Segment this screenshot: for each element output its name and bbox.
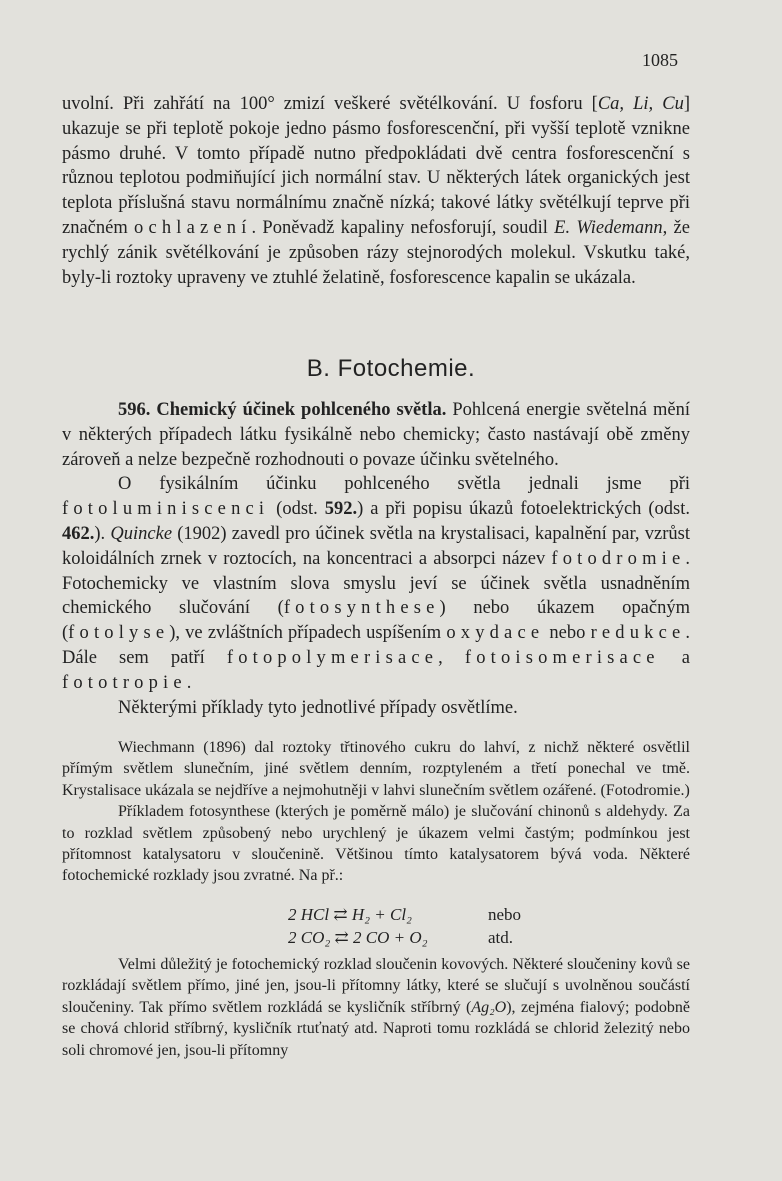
equation-2-note: atd. (488, 928, 514, 947)
section-heading: B. Fotochemie. (306, 355, 476, 382)
equation-1-formula: 2 HCl ⇄ H₂ + Cl₂ (288, 905, 412, 924)
wiechmann-paragraph: Wiechmann (1896) dal roztoky třtinového cukru do lahví, z nichž některé osvětlil přímým světlem slunečním, jiné světlem denním, rozptyleném a třetí ponechal ve tmě. Krystalisace ukázala se nejdříve a nejmohutněji v lahvi slunečním světlem ozářené. (Fotodromie.) (62, 739, 690, 799)
equation-1 (288, 905, 548, 927)
page-number: 1085 (642, 50, 678, 70)
small-text (62, 737, 690, 887)
photo-effects-paragraph: O fysikálním účinku pohlceného světla jednali jsme při fotoluminiscenci (odst. 592.) a při popisu úkazů fotoelektrických (odst. 462.). Quincke (1902) zavedl pro účinek světla na krystalisaci, kapalnění par, vzrůst koloidálních zrnek v roztocích, na koncentraci a absorpci název fotodromie. Fotochemicky ve vlastním slova smyslu jeví se účinek světla usnadněním chemického slučování (fotosynthese) nebo úkazem opačným (fotolyse), ve zvláštních případech uspíšením oxydace nebo redukce. Dále sem patří fotopolymerisace, fotoisomerisace a fototropie. (62, 474, 690, 693)
equation-2 (288, 928, 548, 950)
photosynthesis-paragraph: Příkladem fotosynthese (kterých je poměrně málo) je slučování chinonů s aldehydy. Za to rozklad světlem způsobený nebo urychlený je úkazem velmi častým; podmínkou jest přítomnost katalysatoru v sloučenině. Většinou tímto katalysatorem bývá voda. Některé fotochemické rozklady jsou zvratné. Na př.: (62, 803, 690, 885)
equation-2-formula: 2 CO₂ ⇄ 2 CO + O₂ (288, 928, 428, 947)
section-paragraph: 596. Chemický účinek pohlceného světla. Pohlcená energie světelná mění v některých případech látku fysikálně nebo chemicky; často nastávají obě změny zároveň a nelze bezpečně rozhodnouti o povaze účinku světelného. (62, 400, 690, 470)
intro-paragraph (62, 92, 690, 290)
metal-compounds-paragraph: Velmi důležitý je fotochemický rozklad sloučenin kovových. Některé sloučeniny kovů se rozkládají světlem přímo, jiné jen, jsou-li přítomny látky, které se slučují s uvolněnou součástí sloučeniny. Tak přímo světlem rozkládá se kysličník stříbrný (Ag₂O), zejména fialový; podobně se chová chlorid stříbrný, kysličník rtuťnatý atd. Naproti tomu rozkládá se chlorid železitý nebo soli chromové jen, jsou-li přítomny (62, 956, 690, 1059)
main-text (62, 398, 690, 720)
examples-intro: Některými příklady tyto jednotlivé případy osvětlíme. (118, 697, 518, 718)
small-text-2 (62, 954, 690, 1061)
intro-text: uvolní. Při zahřátí na 100° zmizí veškeré světélkování. U fosforu [Ca, Li, Cu] ukazuje se při teplotě pokoje jedno pásmo fosforescenční, při vyšší teplotě vznikne pásmo druhé. V tomto případě nutno předpokládati dvě centra fosforescenční s různou teplotou podmiňující jich normální stav. U některých látek organických jest teplota příslušná stavu normálnímu značně nízká; takové látky světélkují teprve při značném ochlazení. Poněvadž kapaliny nefosforují, soudil E. Wiedemann, že rychlý zánik světélkování je způsoben rázy stejnorodých molekul. Vskutku také, byly-li roztoky upraveny ve ztuhlé želatině, fosforescence kapalin se ukázala. (62, 94, 691, 288)
equation-1-note: nebo (488, 905, 522, 924)
